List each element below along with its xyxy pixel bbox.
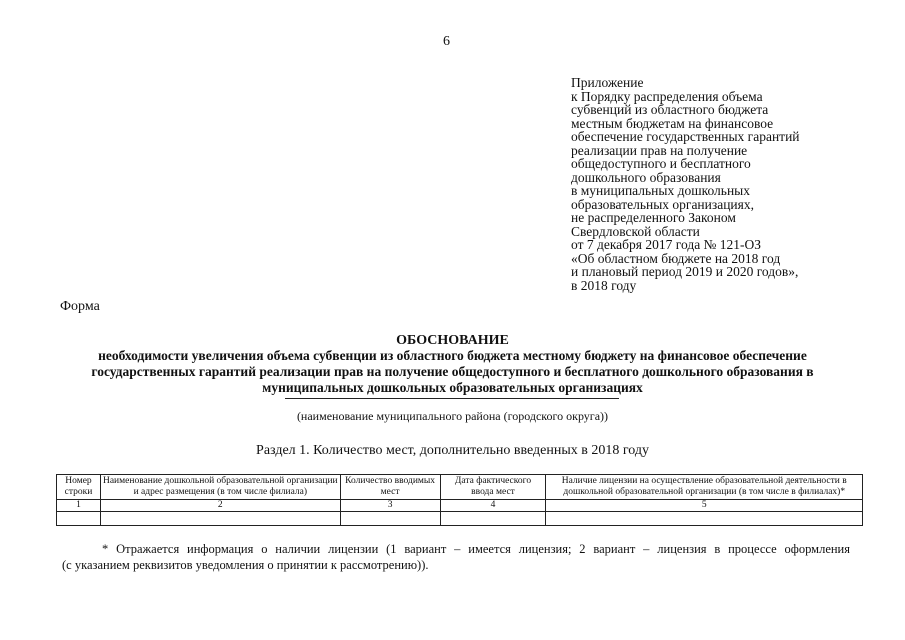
appendix-line: общедоступного и бесплатного [571,156,751,171]
appendix-line: в муниципальных дошкольных [571,183,750,198]
appendix-block [571,76,871,292]
appendix-line: местным бюджетам на финансовое [571,115,774,131]
column-number-row [57,500,863,512]
document-subtitle: необходимости увеличения объема субвенции из областного бюджета местному бюджету на финансовое обеспечение государственных гарантий реализации прав на получение общедоступного и бесплатного дошкольного образования в муниципальных дошкольных образовательных организациях [91,348,814,395]
header-organization: Наименование дошкольной образовательной организации и адрес размещения (в том числе филиала) [100,475,340,500]
table-cell [57,512,101,526]
table-header-row [57,475,863,500]
table-row [57,512,863,526]
table-cell [546,512,863,526]
column-number: 5 [546,500,863,512]
appendix-line: Свердловской области [571,223,700,239]
table-cell [440,512,546,526]
document-title: ОБОСНОВАНИЕ [396,333,509,348]
appendix-line: в 2018 году [571,277,637,293]
table-cell [100,512,340,526]
footnote [62,541,850,573]
form-label: Форма [60,299,100,314]
footnote-line: * Отражается информация о наличии лицензии (1 вариант – имеется лицензия; 2 вариант – лицензия в процессе оформления [102,542,850,556]
column-number: 2 [100,500,340,512]
appendix-line: субвенций из областного бюджета [571,102,769,117]
header-places-count: Количество вводимых мест [340,475,440,500]
header-license: Наличие лицензии на осуществление образовательной деятельности в дошкольной образовательной организации (в том числе в филиалах)* [546,475,863,500]
table-cell [340,512,440,526]
appendix-line: к Порядку распределения объема [571,88,763,104]
column-number: 4 [440,500,546,512]
district-caption: (наименование муниципального района (городского округа)) [296,409,609,423]
appendix-line: дошкольного образования [571,169,721,185]
places-table [56,474,863,526]
appendix-line: не распределенного Законом [571,210,736,225]
appendix-line: «Об областном бюджете на 2018 год [571,250,781,266]
appendix-line: Приложение [571,75,644,90]
header-input-date: Дата фактического ввода мест [440,475,546,500]
header-row-number: Номер строки [57,475,101,500]
appendix-line: обеспечение государственных гарантий [571,129,800,144]
district-blank-line [285,398,619,399]
appendix-line: образовательных организациях, [571,196,754,212]
page-number: 6 [443,34,450,49]
section-title: Раздел 1. Количество мест, дополнительно введенных в 2018 году [256,443,649,458]
appendix-line: реализации прав на получение [571,142,748,158]
appendix-line: и плановый период 2019 и 2020 годов», [571,264,799,279]
appendix-line: от 7 декабря 2017 года № 121-ОЗ [571,237,762,252]
column-number: 3 [340,500,440,512]
footnote-line: (с указанием реквизитов уведомления о принятии к рассмотрению)). [62,558,429,572]
column-number: 1 [57,500,101,512]
